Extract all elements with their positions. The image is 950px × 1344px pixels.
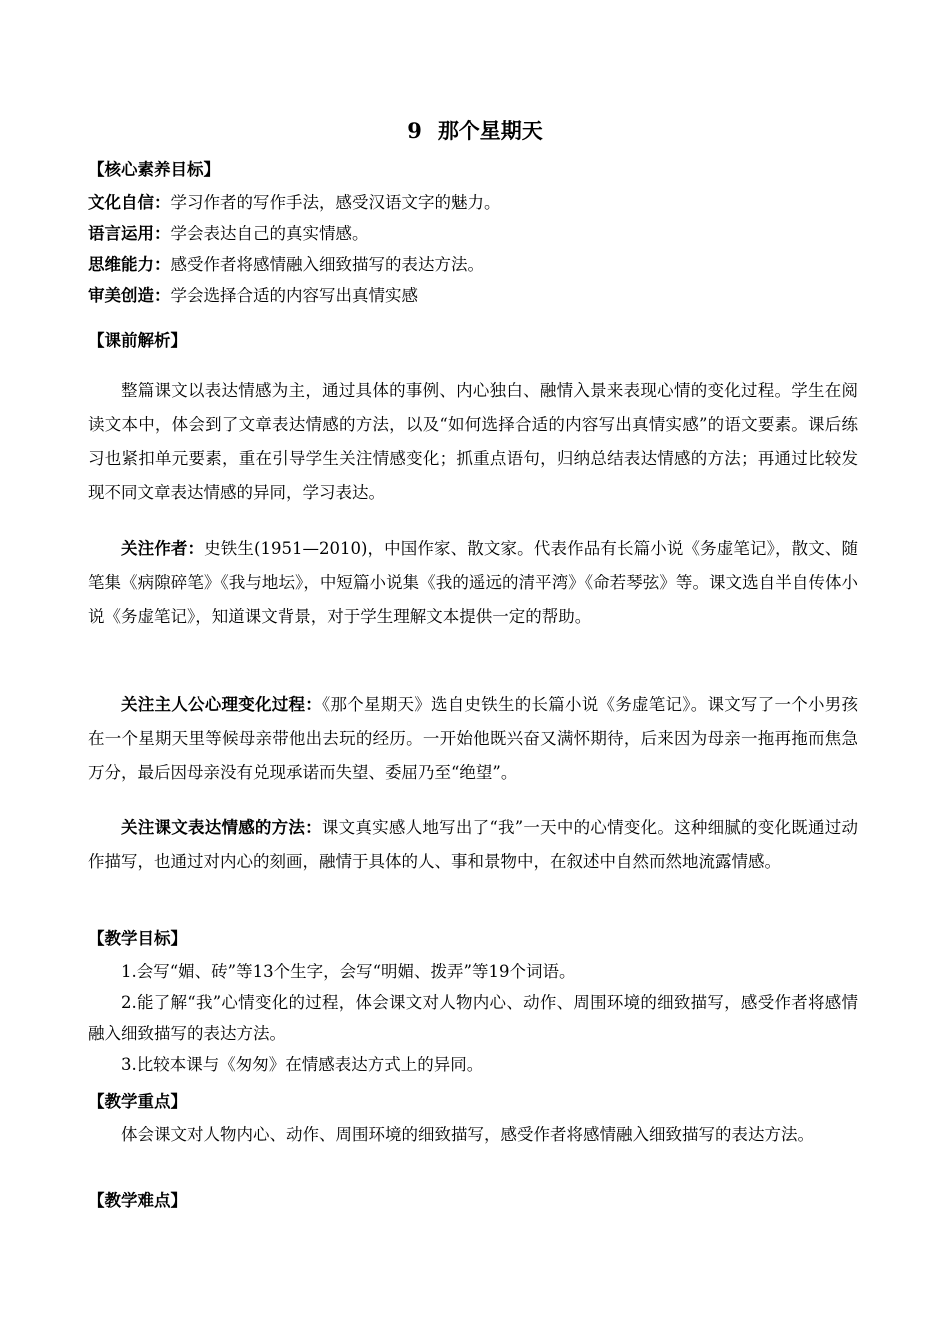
author-label: 关注作者： xyxy=(121,539,205,558)
core-goals-section xyxy=(88,156,858,311)
preview-heading: 【课前解析】 xyxy=(88,331,187,350)
core-goal-item xyxy=(88,280,858,311)
difficulties-section xyxy=(88,1187,858,1215)
core-goals-heading: 【核心素养目标】 xyxy=(88,160,220,179)
core-goal-label: 审美创造： xyxy=(88,286,171,305)
preview-intro-text: 整篇课文以表达情感为主，通过具体的事例、内心独白、融情入景来表现心情的变化过程。学生在阅读文本中，体会到了文章表达情感的方法，以及“如何选择合适的内容写出真情实感”的语文要素。课后练习也紧扣单元要素，重在引导学生关注情感变化；抓重点语句，归纳总结表达情感的方法；再通过比较发现不同文章表达情感的异同，学习表达。 xyxy=(88,381,858,502)
difficulties-heading: 【教学难点】 xyxy=(88,1191,187,1210)
core-goal-text: 学会表达自己的真实情感。 xyxy=(170,224,369,243)
key-points-heading: 【教学重点】 xyxy=(88,1092,187,1111)
preview-heading-block xyxy=(88,327,858,355)
lesson-title xyxy=(0,116,950,146)
core-goal-label: 思维能力： xyxy=(88,255,171,274)
teaching-goal-item: 2.能了解“我”心情变化的过程，体会课文对人物内心、动作、周围环境的细致描写，感受作者将感情融入细致描写的表达方法。 xyxy=(88,993,858,1043)
core-goal-label: 文化自信： xyxy=(88,193,171,212)
key-points-section xyxy=(88,1088,858,1151)
method-text: 课文真实感人地写出了“我”一天中的心情变化。这种细腻的变化既通过动作描写，也通过对内心的刻画，融情于具体的人、事和景物中，在叙述中自然而然地流露情感。 xyxy=(88,818,859,871)
preview-intro xyxy=(88,374,858,510)
key-points-text: 体会课文对人物内心、动作、周围环境的细致描写，感受作者将感情融入细致描写的表达方法。 xyxy=(121,1125,814,1144)
core-goal-item xyxy=(88,249,858,280)
core-goal-text: 学习作者的写作手法，感受汉语文字的魅力。 xyxy=(170,193,501,212)
teaching-goals-section xyxy=(88,925,858,1080)
lesson-number: 9 xyxy=(407,118,422,143)
author-paragraph xyxy=(88,532,858,634)
psychology-paragraph xyxy=(88,688,858,790)
teaching-goals-heading: 【教学目标】 xyxy=(88,929,187,948)
method-paragraph xyxy=(88,811,858,879)
core-goal-text: 感受作者将感情融入细致描写的表达方法。 xyxy=(170,255,484,274)
lesson-title-text: 那个星期天 xyxy=(437,118,543,143)
method-label: 关注课文表达情感的方法： xyxy=(121,818,322,837)
core-goal-item xyxy=(88,218,858,249)
psychology-text: 《那个星期天》选自史铁生的长篇小说《务虚笔记》。课文写了一个小男孩在一个星期天里等候母亲带他出去玩的经历。一开始他既兴奋又满怀期待，后来因为母亲一拖再拖而焦急万分，最后因母亲没有兑现承诺而失望、委屈乃至“绝望”。 xyxy=(88,695,858,782)
psychology-label: 关注主人公心理变化过程： xyxy=(121,695,322,714)
core-goal-item xyxy=(88,187,858,218)
core-goal-label: 语言运用： xyxy=(88,224,171,243)
core-goal-text: 学会选择合适的内容写出真情实感 xyxy=(170,286,418,305)
teaching-goal-item: 1.会写“媚、砖”等13个生字，会写“明媚、拨弄”等19个词语。 xyxy=(121,962,576,981)
author-text: 史铁生(1951—2010)，中国作家、散文家。代表作品有长篇小说《务虚笔记》，散文、随笔集《病隙碎笔》《我与地坛》，中短篇小说集《我的遥远的清平湾》《命若琴弦》等。课文选自半自传体小说《务虚笔记》，知道课文背景，对于学生理解文本提供一定的帮助。 xyxy=(88,539,859,626)
teaching-goal-item: 3.比较本课与《匆匆》在情感表达方式上的异同。 xyxy=(121,1055,484,1074)
